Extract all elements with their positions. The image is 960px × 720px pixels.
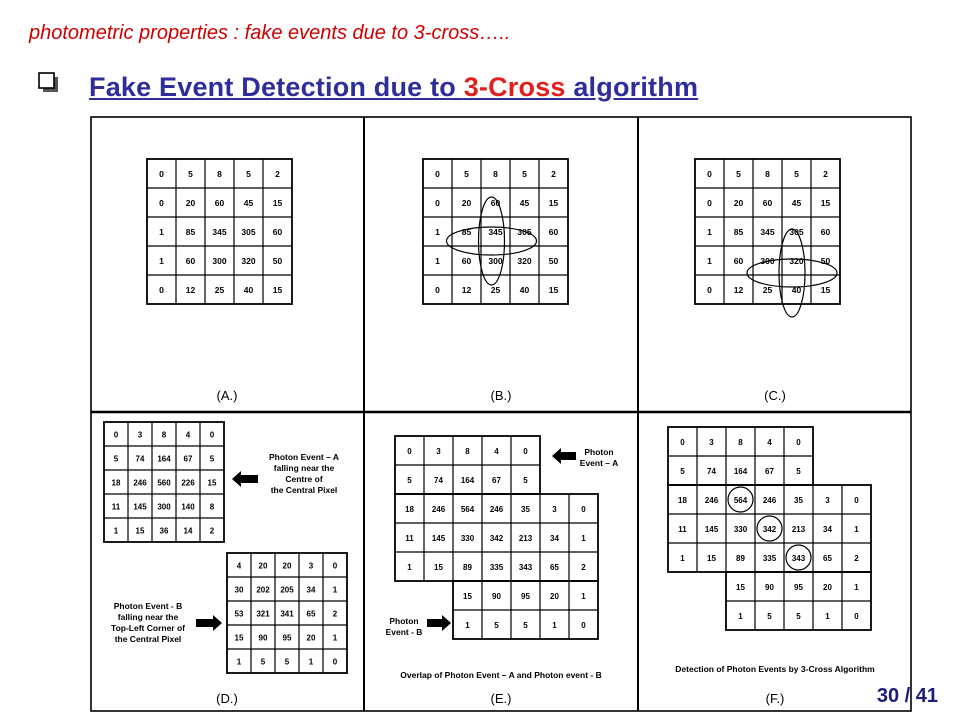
grid-a-cell: 60 [185, 256, 196, 266]
grid-a-cell: 300 [212, 256, 227, 266]
grid-d-event-b-cell: 2 [332, 609, 338, 619]
grid-f-overlap-cell: 5 [796, 612, 801, 621]
grid-e-overlap-cell: 335 [489, 563, 504, 572]
grid-e-overlap-cell: 1 [581, 592, 586, 601]
grid-d-event-b-cell: 65 [306, 609, 316, 619]
grid-e-overlap-cell: 1 [465, 621, 470, 630]
label-event-a-line: Photon Event – A [268, 452, 340, 462]
grid-d-event-b-cell: 15 [234, 633, 244, 643]
label-event-a-line: Centre of [285, 474, 323, 484]
grid-c-cell: 12 [733, 285, 744, 295]
grid-d-event-b-cell: 53 [234, 609, 244, 619]
grid-f-overlap-cell: 89 [736, 554, 745, 563]
grid-c-cell: 15 [820, 198, 831, 208]
caption-d: (D.) [216, 691, 238, 706]
grid-c-cell: 0 [707, 198, 712, 208]
three-cross-figure [90, 116, 912, 712]
grid-c-cell: 50 [820, 256, 831, 266]
grid-e-overlap-cell: 564 [460, 505, 475, 514]
grid-c-cell: 0 [707, 285, 712, 295]
grid-c-cell: 45 [791, 198, 802, 208]
grid-a-cell: 40 [243, 285, 254, 295]
grid-c-cell: 2 [823, 169, 828, 179]
label-event-a-line: the Central Pixel [270, 485, 338, 495]
label-e-event-a-line: Photon [584, 447, 614, 457]
grid-d-event-a-cell: 15 [207, 478, 217, 488]
grid-d-event-a-cell: 15 [135, 526, 145, 536]
grid-e-overlap-cell: 213 [518, 534, 533, 543]
grid-e-overlap-cell: 5 [407, 476, 412, 485]
grid-d-event-b-cell: 202 [256, 585, 270, 595]
grid-a-cell: 5 [246, 169, 251, 179]
grid-e-overlap-cell: 246 [489, 505, 504, 514]
grid-c-cell: 0 [707, 169, 712, 179]
grid-d-event-b-cell: 0 [332, 561, 338, 571]
grid-f-overlap-cell: 1 [825, 612, 830, 621]
grid-f-overlap-cell: 65 [823, 554, 832, 563]
grid-f-overlap-cell: 213 [791, 525, 806, 534]
grid-b-cell: 8 [493, 169, 498, 179]
overlap-label: Overlap of Photon Event – A and Photon event - B [400, 670, 602, 680]
grid-a-cell: 45 [243, 198, 254, 208]
grid-f-overlap-cell: 246 [762, 496, 777, 505]
grid-d-event-b-cell: 30 [234, 585, 244, 595]
grid-d-event-b-cell: 34 [306, 585, 316, 595]
grid-f-overlap-cell: 343 [791, 554, 806, 563]
caption-a: (A.) [216, 388, 238, 403]
square-bullet-icon [38, 72, 60, 94]
grid-f-overlap-cell: 35 [794, 496, 803, 505]
grid-d-event-b-cell: 5 [284, 657, 290, 667]
grid-f-overlap-cell: 95 [794, 583, 803, 592]
grid-f-overlap-cell: 5 [796, 467, 801, 476]
grid-a-cell: 2 [275, 169, 280, 179]
grid-e-overlap-cell: 5 [523, 621, 528, 630]
grid-d-event-a-cell: 164 [157, 454, 171, 464]
grid-c-cell: 60 [820, 227, 831, 237]
label-e-event-a-line: Event – A [579, 458, 619, 468]
grid-e-overlap-cell: 67 [492, 476, 501, 485]
grid-b-cell: 1 [435, 256, 440, 266]
grid-d-event-b-cell: 1 [332, 633, 338, 643]
grid-a-cell: 1 [159, 256, 164, 266]
grid-e-overlap-cell: 95 [521, 592, 530, 601]
grid-d-event-b-cell: 5 [260, 657, 266, 667]
grid-b-cell: 45 [519, 198, 530, 208]
grid-f-overlap-cell: 330 [733, 525, 748, 534]
grid-a-cell: 0 [159, 198, 164, 208]
grid-e-overlap-cell: 1 [552, 621, 557, 630]
grid-e-overlap-cell: 5 [494, 621, 499, 630]
grid-a-cell: 15 [272, 285, 283, 295]
grid-e-overlap-cell: 0 [407, 447, 412, 456]
grid-b-cell: 60 [490, 198, 501, 208]
label-event-a-line: falling near the [273, 463, 335, 473]
grid-e-overlap-cell: 65 [550, 563, 559, 572]
grid-a-cell: 0 [159, 285, 164, 295]
grid-a-cell: 12 [185, 285, 196, 295]
grid-d-event-b-cell: 341 [280, 609, 294, 619]
grid-f-overlap-cell: 18 [678, 496, 687, 505]
grid-d-event-b-cell: 205 [280, 585, 294, 595]
grid-b-cell: 15 [548, 198, 559, 208]
grid-e-overlap-cell: 343 [518, 563, 533, 572]
grid-c-cell: 25 [762, 285, 773, 295]
grid-f-overlap-cell: 15 [736, 583, 745, 592]
grid-e-overlap-cell: 1 [581, 534, 586, 543]
grid-a-cell: 60 [214, 198, 225, 208]
grid-f-overlap-cell: 0 [854, 496, 859, 505]
grid-e-overlap-cell: 1 [407, 563, 412, 572]
grid-b-cell: 40 [519, 285, 530, 295]
label-event-b-line: Photon Event - B [113, 601, 183, 611]
grid-d-event-a-cell: 1 [113, 526, 119, 536]
grid-e-overlap-cell: 89 [463, 563, 472, 572]
label-e-event-b-line: Event - B [385, 627, 423, 637]
grid-d-event-b-cell: 3 [308, 561, 314, 571]
grid-d-event-b-cell: 20 [258, 561, 268, 571]
grid-b-cell: 50 [548, 256, 559, 266]
grid-e-overlap-cell: 3 [552, 505, 557, 514]
grid-d-event-a-cell: 67 [183, 454, 193, 464]
grid-d-event-b-cell: 20 [306, 633, 316, 643]
grid-f-overlap-cell: 34 [823, 525, 832, 534]
grid-a-cell: 1 [159, 227, 164, 237]
grid-a-cell: 60 [272, 227, 283, 237]
grid-d-event-a-cell: 5 [209, 454, 215, 464]
grid-c-cell: 1 [707, 256, 712, 266]
grid-f-overlap-cell: 342 [762, 525, 777, 534]
grid-e-overlap-cell: 342 [489, 534, 504, 543]
grid-b-cell: 60 [548, 227, 559, 237]
label-event-b-line: falling near the [117, 612, 179, 622]
grid-e-overlap-cell: 0 [523, 447, 528, 456]
grid-c-cell: 5 [736, 169, 741, 179]
grid-d-event-a-cell: 140 [181, 502, 195, 512]
grid-c-cell: 60 [762, 198, 773, 208]
grid-c-cell: 40 [791, 285, 802, 295]
grid-b-cell: 85 [461, 227, 472, 237]
grid-d-event-a-cell: 74 [135, 454, 145, 464]
grid-a-cell: 320 [241, 256, 256, 266]
grid-d-event-b-cell: 20 [282, 561, 292, 571]
slide-subtitle: photometric properties : fake events due to 3-cross….. [29, 22, 511, 44]
grid-f-overlap-cell: 0 [680, 438, 685, 447]
grid-a-cell: 0 [159, 169, 164, 179]
grid-f-overlap-cell: 1 [854, 525, 859, 534]
grid-e-overlap-cell: 35 [521, 505, 530, 514]
grid-d-event-b-cell: 1 [308, 657, 314, 667]
grid-d-event-a-cell: 560 [157, 478, 171, 488]
grid-f-overlap-cell: 0 [854, 612, 859, 621]
page-number: 30 / 41 [876, 685, 938, 707]
grid-e-overlap-cell: 145 [431, 534, 446, 543]
grid-d-event-a-cell: 246 [133, 478, 147, 488]
grid-d-event-b-cell: 321 [256, 609, 270, 619]
grid-d-event-a-cell: 226 [181, 478, 195, 488]
grid-d-event-b-cell: 1 [332, 585, 338, 595]
grid-a-cell: 25 [214, 285, 225, 295]
grid-e-overlap-cell: 164 [460, 476, 475, 485]
grid-c-cell: 305 [789, 227, 804, 237]
grid-b-cell: 305 [517, 227, 532, 237]
grid-d-event-b-cell: 95 [282, 633, 292, 643]
grid-f-overlap-cell: 3 [709, 438, 714, 447]
grid-d-event-b-cell: 1 [236, 657, 242, 667]
grid-f-overlap-cell: 564 [733, 496, 748, 505]
grid-d-event-a-cell: 0 [209, 430, 215, 440]
grid-a-cell: 5 [188, 169, 193, 179]
grid-b-cell: 0 [435, 285, 440, 295]
grid-f-overlap-cell: 74 [707, 467, 716, 476]
grid-e-overlap-cell: 0 [581, 505, 586, 514]
grid-d-event-a-cell: 2 [209, 526, 215, 536]
caption-b: (B.) [490, 388, 512, 403]
label-event-b-line: Top-Left Corner of [111, 623, 185, 633]
title-part-2: 3-Cross [463, 72, 566, 102]
grid-f-overlap-cell: 164 [733, 467, 748, 476]
grid-f-overlap-cell: 145 [704, 525, 719, 534]
grid-e-overlap-cell: 20 [550, 592, 559, 601]
grid-d-event-a-cell: 0 [113, 430, 119, 440]
grid-e-overlap-cell: 90 [492, 592, 501, 601]
grid-d-event-a-cell: 145 [133, 502, 147, 512]
grid-a-cell: 8 [217, 169, 222, 179]
grid-e-overlap-cell: 2 [581, 563, 586, 572]
grid-e-overlap-cell: 18 [405, 505, 414, 514]
grid-e-overlap-cell: 74 [434, 476, 443, 485]
grid-d-event-a-cell: 300 [157, 502, 171, 512]
grid-b-cell: 25 [490, 285, 501, 295]
grid-b-cell: 345 [488, 227, 503, 237]
grid-d-event-b-cell: 4 [236, 561, 242, 571]
grid-d-event-a-cell: 3 [137, 430, 143, 440]
grid-a-cell: 50 [272, 256, 283, 266]
grid-d-event-a-cell: 4 [185, 430, 191, 440]
grid-c-cell: 345 [760, 227, 775, 237]
slide-title [89, 72, 698, 103]
grid-f-overlap-cell: 246 [704, 496, 719, 505]
grid-b-cell: 5 [522, 169, 527, 179]
grid-a-cell: 15 [272, 198, 283, 208]
grid-e-overlap-cell: 3 [436, 447, 441, 456]
grid-d-event-a-cell: 14 [183, 526, 193, 536]
grid-c-cell: 85 [733, 227, 744, 237]
caption-f: (F.) [765, 691, 785, 706]
grid-f-overlap-cell: 2 [854, 554, 859, 563]
grid-f-overlap-cell: 90 [765, 583, 774, 592]
grid-b-cell: 60 [461, 256, 472, 266]
grid-c-cell: 5 [794, 169, 799, 179]
grid-c-cell: 60 [733, 256, 744, 266]
grid-e-overlap-cell: 15 [463, 592, 472, 601]
grid-e-overlap-cell: 34 [550, 534, 559, 543]
grid-f-overlap-cell: 1 [680, 554, 685, 563]
grid-d-event-b-cell: 0 [332, 657, 338, 667]
grid-e-overlap-cell: 246 [431, 505, 446, 514]
grid-c-cell: 15 [820, 285, 831, 295]
grid-e-overlap-cell: 8 [465, 447, 470, 456]
detection-label: Detection of Photon Events by 3-Cross Algorithm [675, 664, 875, 674]
grid-b-cell: 15 [548, 285, 559, 295]
grid-b-cell: 1 [435, 227, 440, 237]
grid-a-cell: 345 [212, 227, 227, 237]
grid-b-cell: 5 [464, 169, 469, 179]
caption-e: (E.) [490, 691, 512, 706]
grid-b-cell: 320 [517, 256, 532, 266]
grid-f-overlap-cell: 15 [707, 554, 716, 563]
grid-f-overlap-cell: 3 [825, 496, 830, 505]
title-part-1: Fake Event Detection due to [89, 72, 464, 102]
grid-d-event-a-cell: 11 [111, 502, 121, 512]
grid-b-cell: 0 [435, 198, 440, 208]
grid-b-cell: 0 [435, 169, 440, 179]
grid-b-cell: 20 [461, 198, 472, 208]
grid-f-overlap-cell: 335 [762, 554, 777, 563]
grid-c-cell: 300 [760, 256, 775, 266]
grid-d-event-a-cell: 5 [113, 454, 119, 464]
grid-d-event-a-cell: 8 [161, 430, 167, 440]
grid-d-event-a-cell: 18 [111, 478, 121, 488]
grid-b-cell: 300 [488, 256, 503, 266]
caption-c: (C.) [764, 388, 786, 403]
grid-e-overlap-cell: 4 [494, 447, 499, 456]
grid-f-overlap-cell: 5 [767, 612, 772, 621]
grid-a-cell: 85 [185, 227, 196, 237]
grid-f-overlap-cell: 4 [767, 438, 772, 447]
grid-a-cell: 20 [185, 198, 196, 208]
grid-c-cell: 320 [789, 256, 804, 266]
grid-d-event-b-cell: 90 [258, 633, 268, 643]
grid-d-event-a-cell: 8 [209, 502, 215, 512]
grid-b-cell: 2 [551, 169, 556, 179]
label-event-b-line: the Central Pixel [114, 634, 182, 644]
grid-f-overlap-cell: 20 [823, 583, 832, 592]
grid-d-event-a-cell: 36 [159, 526, 169, 536]
grid-c-cell: 1 [707, 227, 712, 237]
grid-f-overlap-cell: 8 [738, 438, 743, 447]
grid-c-cell: 20 [733, 198, 744, 208]
grid-e-overlap-cell: 11 [405, 534, 414, 543]
grid-f-overlap-cell: 5 [680, 467, 685, 476]
grid-e-overlap-cell: 5 [523, 476, 528, 485]
grid-b-cell: 12 [461, 285, 472, 295]
title-part-3: algorithm [565, 72, 699, 102]
grid-a-cell: 305 [241, 227, 256, 237]
grid-c-cell: 8 [765, 169, 770, 179]
grid-e-overlap-cell: 15 [434, 563, 443, 572]
grid-f-overlap-cell: 67 [765, 467, 774, 476]
grid-f-overlap-cell: 1 [854, 583, 859, 592]
grid-f-overlap-cell: 11 [678, 525, 687, 534]
grid-f-overlap-cell: 0 [796, 438, 801, 447]
grid-f-overlap-cell: 1 [738, 612, 743, 621]
grid-e-overlap-cell: 330 [460, 534, 475, 543]
grid-e-overlap-cell: 0 [581, 621, 586, 630]
label-e-event-b-line: Photon [389, 616, 419, 626]
